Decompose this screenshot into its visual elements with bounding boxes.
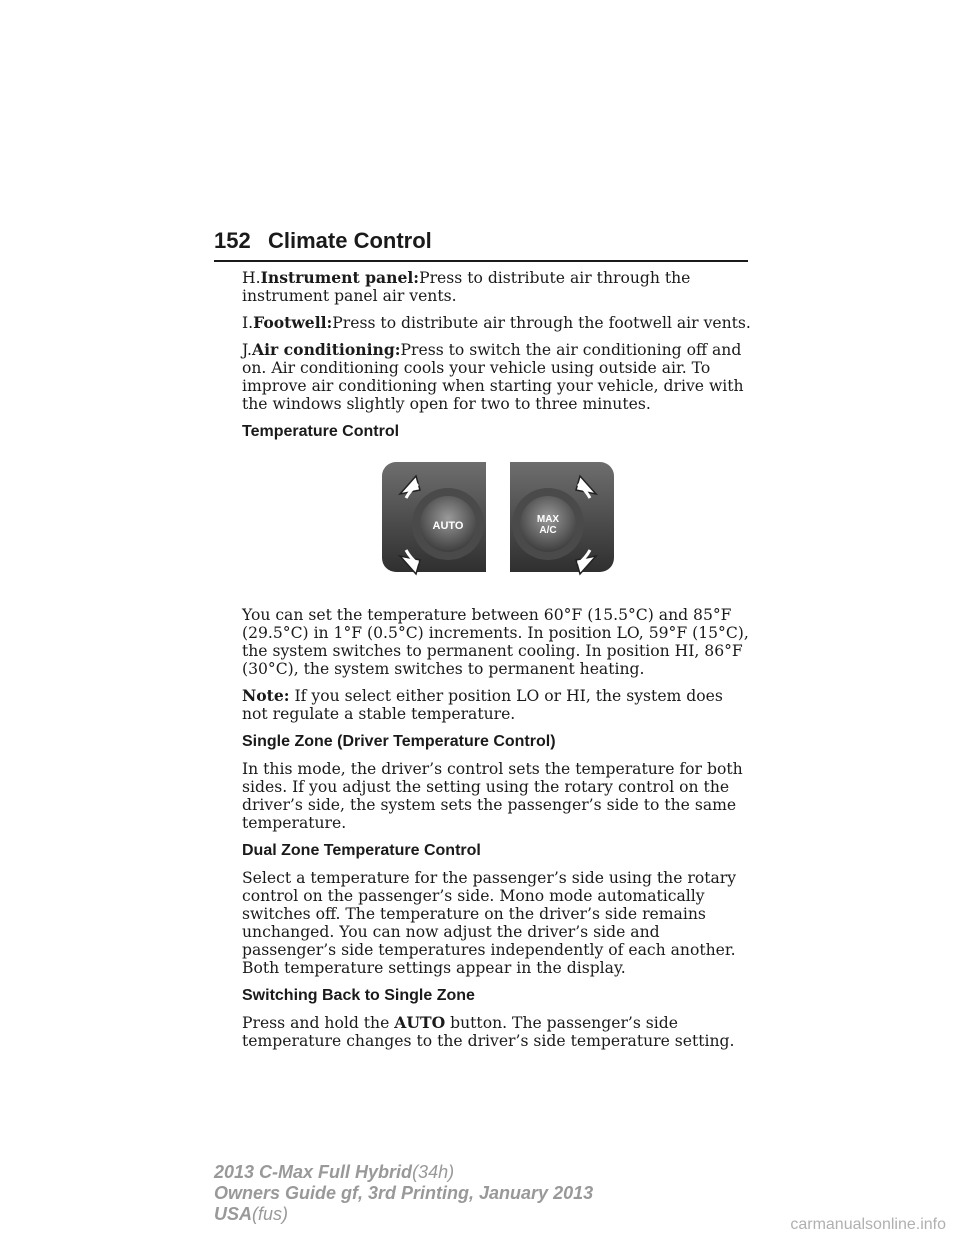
item-i: I.Footwell:Press to distribute air through the footwell air vents. [242, 313, 751, 332]
single-zone-paragraph: In this mode, the driver’s control sets the temperature for both sides. If you adjust the setting using the rotary control on the driver’s side, the system sets the passenger’s side to the same temperature. [242, 760, 743, 832]
single-zone-heading: Single Zone (Driver Temperature Control) [242, 733, 556, 750]
temperature-range-paragraph: You can set the temperature between 60°F (15.5°C) and 85°F (29.5°C) in 1°F (0.5°C) increments. In position LO, 59°F (15°C), the system switches to permanent cooling. In position HI, 86°F (30°C), the system switches to permanent heating. [242, 606, 749, 678]
panel-divider [486, 450, 510, 590]
item-i-term: Footwell: [253, 313, 333, 332]
footer-line-2: Owners Guide gf, 3rd Printing, January 2013 [214, 1183, 594, 1203]
auto-button-ref: AUTO [394, 1013, 446, 1032]
watermark: carmanualsonline.info [790, 1216, 946, 1233]
page-header [214, 228, 748, 262]
page-number: 152 [214, 228, 251, 253]
switching-back-paragraph: Press and hold the AUTO button. The passenger’s side temperature changes to the driver’s side temperature setting. [242, 1013, 735, 1050]
switching-back-heading: Switching Back to Single Zone [242, 987, 475, 1004]
temperature-control-heading: Temperature Control [242, 423, 400, 440]
footer-line-1: 2013 C-Max Full Hybrid(34h) [214, 1162, 455, 1182]
page-content [242, 269, 752, 1059]
auto-knob-label: AUTO [432, 520, 464, 532]
footer-line-3: USA(fus) [214, 1204, 289, 1224]
page-footer [214, 1162, 593, 1225]
note-paragraph: Note: If you select either position LO or HI, the system does not regulate a stable temperature. [242, 686, 723, 723]
item-h: H.Instrument panel:Press to distribute air through the instrument panel air vents. [242, 268, 691, 305]
ac-label: A/C [539, 525, 557, 536]
dual-zone-paragraph: Select a temperature for the passenger’s side using the rotary control on the passenger’s side. Mono mode automatically switches off. The temperature on the driver’s side remains unchanged. You can now adjust the driver’s side and passenger’s side temperatures independently of each another. Both temperature settings appear in the display. [242, 869, 737, 977]
max-label: MAX [536, 514, 560, 525]
note-label: Note: [242, 686, 290, 705]
section-title: Climate Control [268, 228, 432, 253]
dual-zone-heading: Dual Zone Temperature Control [242, 842, 481, 859]
item-h-term: Instrument panel: [260, 268, 420, 287]
item-j: J.Air conditioning:Press to switch the air conditioning off and on. Air conditioning cools your vehicle using outside air. To improve air conditioning when starting your vehicle, drive with the windows slightly open for two to three minutes. [242, 340, 744, 413]
climate-panel-illustration [378, 450, 618, 590]
climate-control-figure [242, 450, 752, 592]
item-j-term: Air conditioning: [252, 340, 401, 359]
